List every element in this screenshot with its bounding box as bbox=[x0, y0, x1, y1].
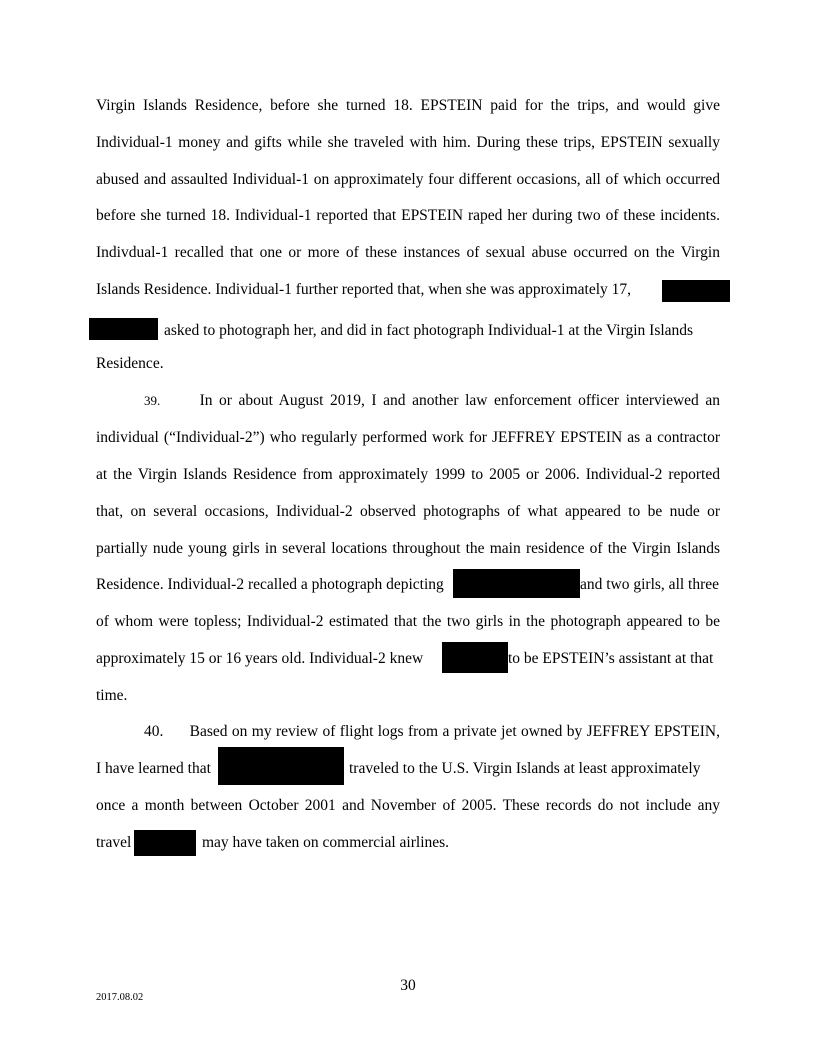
body-line: once a month between October 2001 and November of 2005. These records do not include any bbox=[96, 797, 720, 814]
body-text: travel bbox=[96, 834, 132, 851]
body-text: may have taken on commercial airlines. bbox=[202, 834, 450, 851]
redaction-box bbox=[89, 318, 158, 340]
body-line: that, on several occasions, Individual-2 observed photographs of what appeared to be nude or bbox=[96, 503, 720, 520]
body-text: I have learned that bbox=[96, 760, 211, 777]
redaction-box bbox=[453, 569, 580, 598]
footer-date: 2017.08.02 bbox=[96, 992, 144, 1003]
paragraph-number: 39. bbox=[144, 393, 161, 408]
body-line: Individual-1 money and gifts while she traveled with him. During these trips, EPSTEIN sexually bbox=[96, 134, 720, 151]
body-text: Islands Residence. Individual-1 further reported that, when she was approximately 17, bbox=[96, 281, 632, 298]
body-text: In or about August 2019, I and another law enforcement officer interviewed an bbox=[199, 392, 720, 409]
redaction-box bbox=[442, 642, 508, 673]
body-line: Indivdual-1 recalled that one or more of these instances of sexual abuse occurred on the Virgin bbox=[96, 244, 720, 261]
body-line: abused and assaulted Individual-1 on approximately four different occasions, all of which occurred bbox=[96, 171, 720, 188]
body-line bbox=[96, 392, 720, 410]
body-text: and two girls, all three bbox=[580, 576, 720, 593]
body-line: Residence. bbox=[96, 355, 164, 372]
body-line bbox=[89, 318, 720, 340]
body-line: Virgin Islands Residence, before she turned 18. EPSTEIN paid for the trips, and would give bbox=[96, 97, 720, 114]
body-line bbox=[96, 834, 720, 852]
redaction-box bbox=[218, 747, 344, 785]
page-number: 30 bbox=[400, 977, 416, 994]
body-line bbox=[96, 650, 720, 668]
redaction-box bbox=[662, 280, 730, 302]
body-text: traveled to the U.S. Virgin Islands at least approximately bbox=[349, 760, 701, 777]
body-line: before she turned 18. Individual-1 reported that EPSTEIN raped her during two of these incidents. bbox=[96, 207, 720, 224]
body-line: at the Virgin Islands Residence from approximately 1999 to 2005 or 2006. Individual-2 reported bbox=[96, 466, 720, 483]
body-line bbox=[96, 281, 730, 299]
body-text: approximately 15 or 16 years old. Individual-2 knew bbox=[96, 650, 424, 667]
body-line bbox=[96, 723, 720, 741]
redaction-box bbox=[134, 830, 196, 856]
body-line: individual (“Individual-2”) who regularly performed work for JEFFREY EPSTEIN as a contractor bbox=[96, 429, 720, 446]
body-line bbox=[96, 576, 720, 594]
body-text: Residence. Individual-2 recalled a photograph depicting bbox=[96, 576, 444, 593]
body-text: Based on my review of flight logs from a private jet owned by JEFFREY EPSTEIN, bbox=[189, 723, 720, 740]
body-text: asked to photograph her, and did in fact photograph Individual-1 at the Virgin Islands bbox=[164, 322, 694, 339]
body-line: partially nude young girls in several locations throughout the main residence of the Virgin Islands bbox=[96, 540, 720, 557]
body-line: of whom were topless; Individual-2 estimated that the two girls in the photograph appeared to be bbox=[96, 613, 720, 630]
paragraph-number: 40. bbox=[144, 723, 164, 740]
body-text: to be EPSTEIN’s assistant at that bbox=[508, 650, 714, 667]
body-line bbox=[96, 760, 720, 778]
body-line: time. bbox=[96, 687, 128, 704]
